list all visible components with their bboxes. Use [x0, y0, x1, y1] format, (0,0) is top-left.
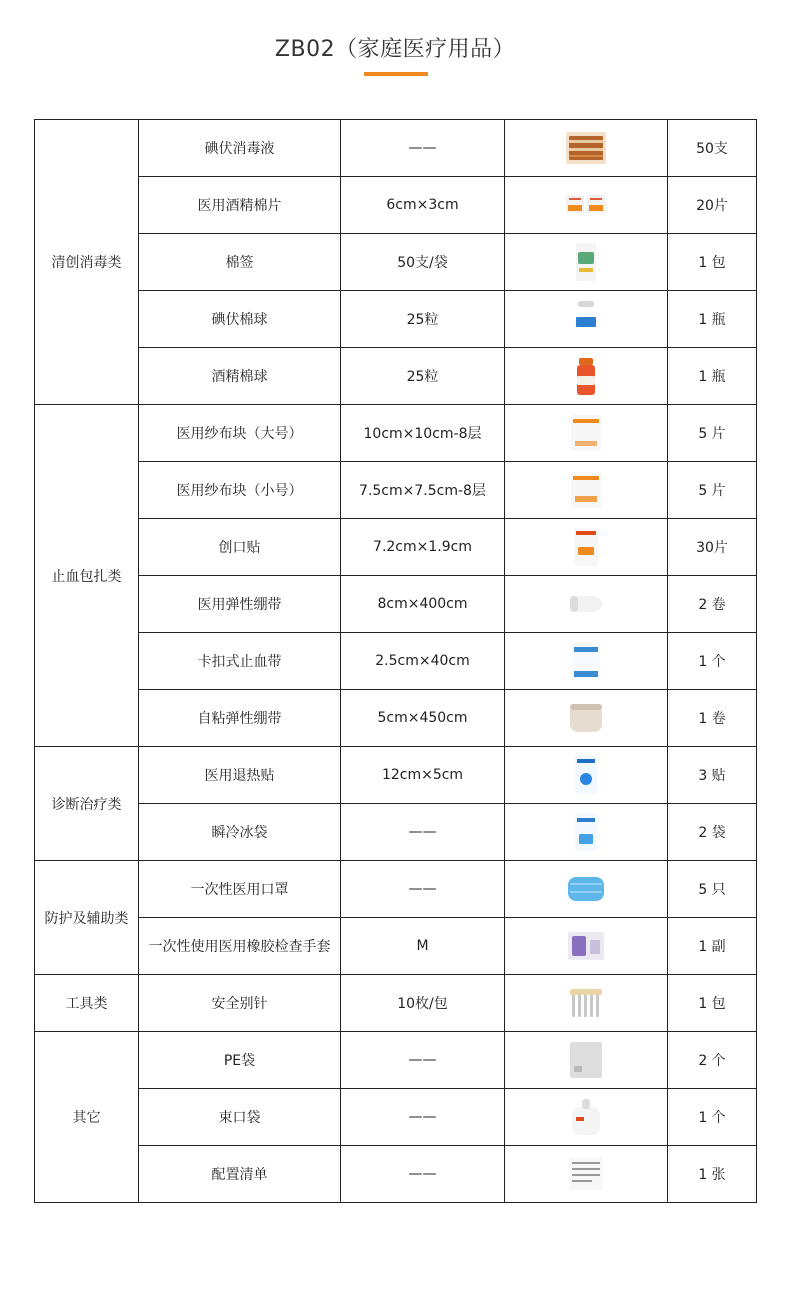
- table-row: [35, 1089, 757, 1146]
- instant-ice-pack-icon: [566, 812, 606, 852]
- table-row: [35, 519, 757, 576]
- item-spec-cell: M: [341, 918, 505, 975]
- category-cell: 防护及辅助类: [35, 861, 139, 975]
- item-name-cell: 医用纱布块（小号）: [139, 462, 341, 519]
- cooling-patch-icon: [566, 755, 606, 795]
- item-image-cell: [505, 120, 668, 177]
- gauze-pad-large-icon: [566, 413, 606, 453]
- item-image-cell: [505, 804, 668, 861]
- kit-contents-table: [34, 119, 757, 1203]
- table-row: [35, 975, 757, 1032]
- table-row: [35, 348, 757, 405]
- elastic-bandage-roll-icon: [566, 584, 606, 624]
- table-row: [35, 576, 757, 633]
- gauze-pad-small-icon: [566, 470, 606, 510]
- item-spec-cell: ——: [341, 120, 505, 177]
- item-image-cell: [505, 576, 668, 633]
- item-name-cell: 医用退热贴: [139, 747, 341, 804]
- table-row: [35, 918, 757, 975]
- category-cell: 其它: [35, 1032, 139, 1203]
- item-qty-cell: 1 包: [668, 234, 757, 291]
- item-qty-cell: 1 张: [668, 1146, 757, 1203]
- item-spec-cell: 50支/袋: [341, 234, 505, 291]
- item-image-cell: [505, 177, 668, 234]
- item-qty-cell: 5 片: [668, 462, 757, 519]
- item-name-cell: 酒精棉球: [139, 348, 341, 405]
- item-spec-cell: ——: [341, 1146, 505, 1203]
- item-image-cell: [505, 405, 668, 462]
- alcohol-cotton-ball-bottle-icon: [566, 356, 606, 396]
- item-qty-cell: 3 贴: [668, 747, 757, 804]
- checklist-card-icon: [566, 1154, 606, 1194]
- item-spec-cell: 2.5cm×40cm: [341, 633, 505, 690]
- item-qty-cell: 1 卷: [668, 690, 757, 747]
- item-qty-cell: 2 卷: [668, 576, 757, 633]
- item-image-cell: [505, 690, 668, 747]
- item-image-cell: [505, 519, 668, 576]
- table-row: [35, 633, 757, 690]
- item-spec-cell: ——: [341, 1032, 505, 1089]
- item-name-cell: 创口贴: [139, 519, 341, 576]
- item-spec-cell: 10枚/包: [341, 975, 505, 1032]
- table-row: [35, 747, 757, 804]
- item-qty-cell: 2 袋: [668, 804, 757, 861]
- bandaid-pack-icon: [566, 527, 606, 567]
- item-name-cell: PE袋: [139, 1032, 341, 1089]
- face-mask-icon: [566, 869, 606, 909]
- item-name-cell: 束口袋: [139, 1089, 341, 1146]
- item-spec-cell: 8cm×400cm: [341, 576, 505, 633]
- item-name-cell: 自粘弹性绷带: [139, 690, 341, 747]
- item-qty-cell: 5 片: [668, 405, 757, 462]
- item-qty-cell: 1 瓶: [668, 348, 757, 405]
- item-qty-cell: 50支: [668, 120, 757, 177]
- item-qty-cell: 20片: [668, 177, 757, 234]
- item-spec-cell: 10cm×10cm-8层: [341, 405, 505, 462]
- item-name-cell: 一次性使用医用橡胶检查手套: [139, 918, 341, 975]
- item-name-cell: 棉签: [139, 234, 341, 291]
- item-image-cell: [505, 291, 668, 348]
- item-qty-cell: 1 瓶: [668, 291, 757, 348]
- category-cell: 清创消毒类: [35, 120, 139, 405]
- item-name-cell: 碘伏消毒液: [139, 120, 341, 177]
- table-row: [35, 1146, 757, 1203]
- page-title: ZB02（家庭医疗用品）: [274, 37, 516, 62]
- drawstring-bag-icon: [566, 1097, 606, 1137]
- item-name-cell: 一次性医用口罩: [139, 861, 341, 918]
- item-name-cell: 医用酒精棉片: [139, 177, 341, 234]
- item-image-cell: [505, 747, 668, 804]
- table-row: [35, 690, 757, 747]
- item-qty-cell: 1 副: [668, 918, 757, 975]
- table-row: [35, 120, 757, 177]
- item-image-cell: [505, 975, 668, 1032]
- item-name-cell: 碘伏棉球: [139, 291, 341, 348]
- alcohol-pad-icon: [566, 185, 606, 225]
- self-adhesive-bandage-icon: [566, 698, 606, 738]
- table-row: [35, 234, 757, 291]
- item-qty-cell: 2 个: [668, 1032, 757, 1089]
- item-spec-cell: 7.2cm×1.9cm: [341, 519, 505, 576]
- iodine-cotton-ball-bottle-icon: [566, 299, 606, 339]
- table-row: [35, 861, 757, 918]
- item-spec-cell: ——: [341, 1089, 505, 1146]
- kit-table-body: [35, 120, 757, 1203]
- item-spec-cell: 25粒: [341, 291, 505, 348]
- item-qty-cell: 1 个: [668, 633, 757, 690]
- item-spec-cell: 5cm×450cm: [341, 690, 505, 747]
- item-image-cell: [505, 462, 668, 519]
- table-row: [35, 405, 757, 462]
- table-row: [35, 291, 757, 348]
- item-name-cell: 安全别针: [139, 975, 341, 1032]
- item-image-cell: [505, 861, 668, 918]
- category-cell: 止血包扎类: [35, 405, 139, 747]
- table-row: [35, 177, 757, 234]
- item-spec-cell: ——: [341, 804, 505, 861]
- item-spec-cell: 7.5cm×7.5cm-8层: [341, 462, 505, 519]
- item-qty-cell: 1 包: [668, 975, 757, 1032]
- category-cell: 诊断治疗类: [35, 747, 139, 861]
- table-row: [35, 462, 757, 519]
- item-image-cell: [505, 1089, 668, 1146]
- rubber-gloves-icon: [566, 926, 606, 966]
- item-image-cell: [505, 1146, 668, 1203]
- item-name-cell: 卡扣式止血带: [139, 633, 341, 690]
- tourniquet-pack-icon: [566, 641, 606, 681]
- table-row: [35, 1032, 757, 1089]
- item-name-cell: 配置清单: [139, 1146, 341, 1203]
- item-spec-cell: 6cm×3cm: [341, 177, 505, 234]
- iodine-swab-pack-icon: [566, 128, 606, 168]
- category-cell: 工具类: [35, 975, 139, 1032]
- item-image-cell: [505, 633, 668, 690]
- item-image-cell: [505, 918, 668, 975]
- item-name-cell: 医用纱布块（大号）: [139, 405, 341, 462]
- item-qty-cell: 30片: [668, 519, 757, 576]
- safety-pins-icon: [566, 983, 606, 1023]
- item-spec-cell: ——: [341, 861, 505, 918]
- title-underline: [364, 72, 428, 76]
- item-image-cell: [505, 234, 668, 291]
- pe-bag-icon: [566, 1040, 606, 1080]
- item-name-cell: 医用弹性绷带: [139, 576, 341, 633]
- item-spec-cell: 12cm×5cm: [341, 747, 505, 804]
- item-qty-cell: 1 个: [668, 1089, 757, 1146]
- table-row: [35, 804, 757, 861]
- item-name-cell: 瞬冷冰袋: [139, 804, 341, 861]
- item-image-cell: [505, 1032, 668, 1089]
- item-image-cell: [505, 348, 668, 405]
- cotton-swab-bag-icon: [566, 242, 606, 282]
- item-spec-cell: 25粒: [341, 348, 505, 405]
- item-qty-cell: 5 只: [668, 861, 757, 918]
